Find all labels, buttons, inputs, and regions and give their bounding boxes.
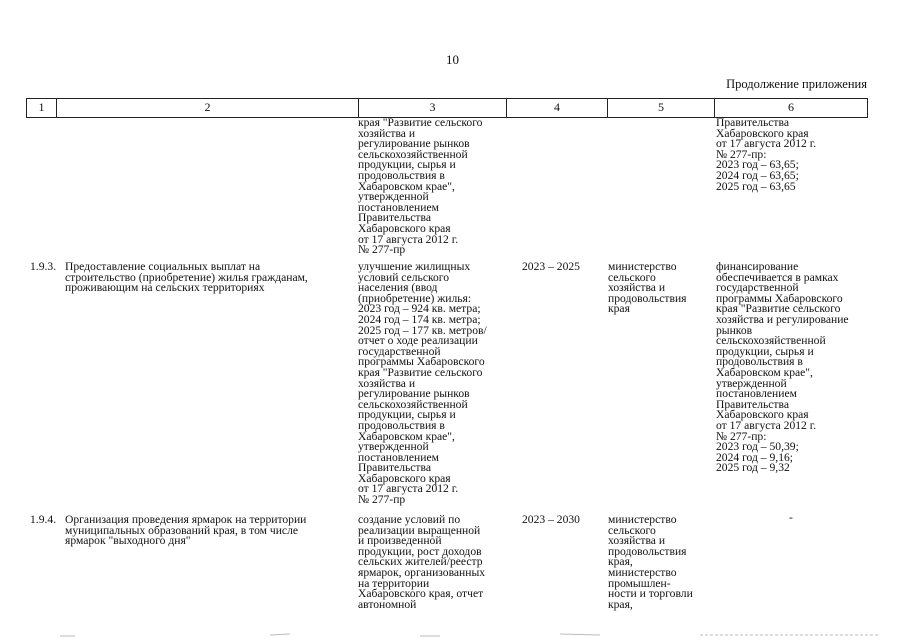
text-line: продовольствия (608, 291, 687, 305)
text-line: Хабаровского края, отчет (358, 587, 484, 601)
text-line: от 17 августа 2012 г. (358, 482, 459, 496)
text-line: Хабаровском крае", (358, 429, 455, 443)
text-line: реализации выращенной (358, 523, 481, 537)
row-executor (608, 515, 693, 610)
header-col-6: 6 (788, 100, 794, 114)
text-line: продукции, сырья и (358, 408, 456, 422)
text-line: автономной (358, 597, 417, 611)
row-result (358, 515, 485, 610)
header-col-4: 4 (507, 99, 608, 117)
text-line: от 17 августа 2012 г. (716, 137, 817, 151)
text-line: края "Развитие сельского (716, 302, 841, 316)
text-line: продукции, сырья и (358, 158, 456, 172)
text-line: хозяйства и (358, 376, 416, 390)
text-line: продовольствия в (358, 418, 445, 432)
text-line: населения (ввод (358, 281, 438, 295)
text-line: строительство (приобретение) жилья гражданам, (65, 270, 308, 284)
text-line: 2024 год – 174 кв. метра; (358, 312, 481, 326)
row-period: 2023 – 2025 (522, 260, 580, 273)
text-line: утвержденной (358, 190, 429, 204)
text-line: № 277-пр: (716, 429, 767, 443)
text-line: утвержденной (716, 376, 787, 390)
text-line: 2025 год – 177 кв. метров/ (358, 323, 487, 337)
text-line: Правительства (358, 211, 431, 225)
text-line: промышлен- (608, 576, 671, 590)
text-line: хозяйства и (358, 126, 416, 140)
text-line: края, (608, 597, 633, 611)
text-line: продовольствия в (716, 355, 803, 369)
text-line: создание условий по (358, 513, 461, 526)
text-line: хозяйства и (608, 281, 666, 295)
row-financing (789, 513, 793, 524)
text-line: 2025 год – 9,32 (716, 461, 790, 475)
text-line: постановлением (716, 387, 797, 401)
text-line: проживающим на сельских территориях (65, 281, 265, 295)
row-period: 2023 – 2030 (522, 513, 580, 526)
text-line: края "Развитие сельского (358, 116, 483, 129)
text-line: Правительства (716, 116, 789, 129)
text-line: № 277-пр (358, 243, 406, 257)
text-line: Правительства (716, 397, 789, 411)
text-line: Хабаровского края (716, 126, 809, 140)
text-line: на территории (358, 576, 430, 590)
text-line: сельского (608, 270, 656, 284)
text-line: регулирование рынков (358, 137, 470, 151)
text-line: рынков (716, 323, 753, 337)
row-code: 1.9.4. (30, 513, 57, 526)
text-line: сельского (608, 523, 656, 537)
text-line: Хабаровском крае", (716, 365, 813, 379)
text-line: условий сельского (358, 270, 450, 284)
text-line: сельскохозяйственной (358, 397, 468, 411)
header-col-5: 5 (608, 99, 715, 117)
text-line: 2023 год – 63,65; (716, 158, 799, 172)
text-line: Организация проведения ярмарок на территории (65, 513, 307, 526)
text-line: финансирование (716, 260, 799, 273)
header-col-1: 1 (27, 99, 57, 117)
text-line: от 17 августа 2012 г. (716, 418, 817, 432)
text-line: ярмарок, организованных (358, 565, 486, 579)
row-financing (716, 262, 849, 474)
text-line: края (608, 302, 630, 316)
text-line: Предоставление социальных выплат на (65, 260, 261, 273)
text-line: продукции, рост доходов (358, 544, 482, 558)
table-header-row (26, 98, 868, 118)
text-line: Хабаровского края (716, 408, 809, 422)
continuation-label: Продолжение приложения (726, 77, 867, 91)
header-col-3: 3 (359, 99, 507, 117)
text-line: продукции, сырья и (716, 344, 814, 358)
text-line: регулирование рынков (358, 387, 470, 401)
scan-artifact (0, 630, 905, 640)
text-line: ности и торговли (608, 587, 693, 601)
text-line: постановлением (358, 450, 439, 464)
text-line: улучшение жилищных (358, 260, 471, 273)
text-line: отчет о ходе реализации (358, 334, 478, 348)
text-line: сельскохозяйственной (716, 334, 826, 348)
text-line: Хабаровском крае", (358, 179, 455, 193)
text-line: сельских жителей/реестр (358, 555, 483, 569)
text-line: продовольствия в (358, 168, 445, 182)
text-line: от 17 августа 2012 г. (358, 232, 459, 246)
row-result (358, 262, 487, 506)
row-code: 1.9.3. (30, 260, 57, 273)
text-line: 2023 год – 924 кв. метра; (358, 302, 481, 316)
top-result-text (358, 118, 482, 256)
row-executor (608, 262, 687, 315)
text-line: продовольствия (608, 544, 687, 558)
text-line: утвержденной (358, 440, 429, 454)
page-number: 10 (446, 52, 459, 67)
row-name (65, 262, 308, 294)
text-line: министерство (608, 565, 677, 579)
text-line: обеспечивается в рамках (716, 270, 839, 284)
text-line: ярмарок "выходного дня" (65, 534, 191, 548)
text-line: Правительства (358, 461, 431, 475)
text-line: Хабаровского края (358, 221, 451, 235)
text-line: хозяйства и (608, 534, 666, 548)
text-line: - (789, 511, 793, 524)
text-line: края "Развитие сельского (358, 365, 483, 379)
text-line: сельскохозяйственной (358, 147, 468, 161)
text-line: постановлением (358, 200, 439, 214)
text-line: государственной (358, 344, 441, 358)
text-line: 2024 год – 9,16; (716, 450, 794, 464)
text-line: № 277-пр: (716, 147, 767, 161)
text-line: хозяйства и регулирование (716, 312, 849, 326)
text-line: министерство (608, 260, 677, 273)
text-line: муниципальных образований края, в том числе (65, 523, 299, 537)
text-line: программы Хабаровского (358, 355, 485, 369)
row-name (65, 515, 306, 547)
text-line: края, (608, 555, 633, 569)
text-line: № 277-пр (358, 493, 406, 507)
text-line: и произведенной (358, 534, 442, 548)
top-financing-text (716, 118, 816, 192)
text-line: программы Хабаровского (716, 291, 843, 305)
text-line: 2023 год – 50,39; (716, 440, 799, 454)
text-line: государственной (716, 281, 799, 295)
text-line: 2025 год – 63,65 (716, 179, 796, 193)
header-col-2: 2 (57, 99, 359, 117)
text-line: (приобретение) жилья: (358, 291, 472, 305)
text-line: министерство (608, 513, 677, 526)
text-line: Хабаровского края (358, 471, 451, 485)
text-line: 2024 год – 63,65; (716, 168, 799, 182)
